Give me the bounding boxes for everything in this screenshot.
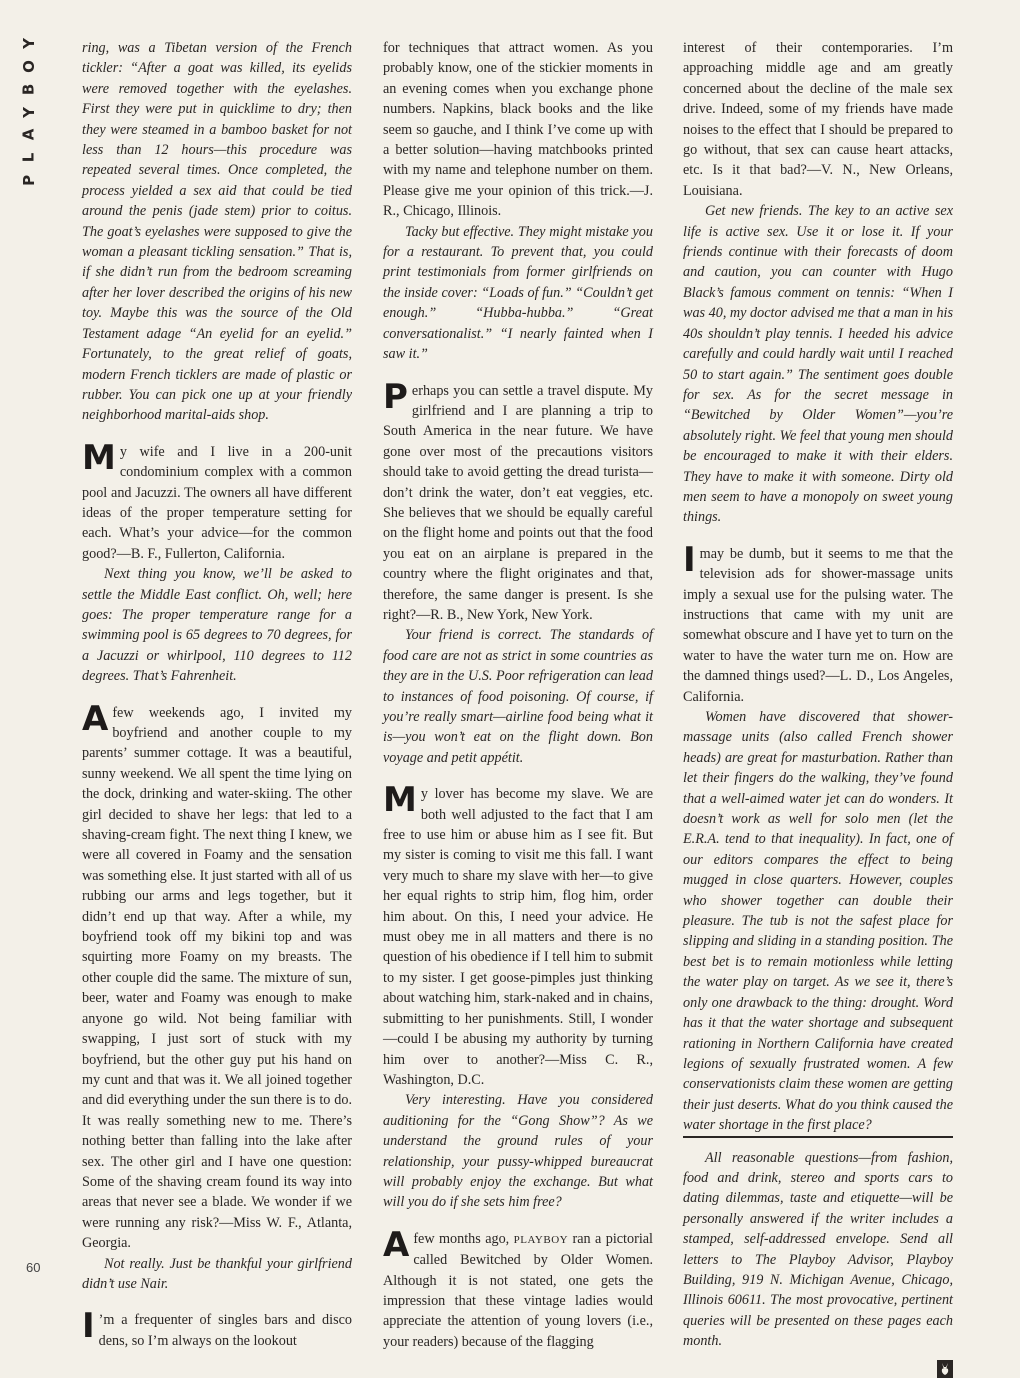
advisor-submission-note: All reasonable questions—from fashion, food and drink, stereo and sports cars to dating dilemmas, taste and etiquette—will be personally answered if the writer includes a stamped, self-addressed envelope. Send all letters to The Playboy Advisor, Playboy Building, 919 N. Michigan Avenue, Chicago, Illinois 60611. The most provocative, pertinent queries will be presented on these pages each month.: [683, 1136, 953, 1352]
answer: Very interesting. Have you considered auditioning for the “Gong Show”? As we understand the ground rules of your relationship, your pussy-whipped bureaucrat will probably enjoy the exchange. But what will you do if she sets him free?: [383, 1092, 653, 1211]
drop-cap: M: [383, 780, 417, 821]
playboy-vertical-logo: [20, 32, 46, 192]
letter-pool-temperature: [82, 437, 352, 687]
column-2: [383, 38, 653, 1350]
question: I may be dumb, but it seems to me that the television ads for shower-massage units imply a sexual use for the pulsing water. The instructions that came with my unit are somewhat obscure and I have yet to turn on the water to have the water turn me on. How are the damned things used?—L. D., Los Angeles, California.: [683, 539, 953, 705]
page-number: 60: [26, 1260, 41, 1275]
logo-letter: P: [19, 175, 38, 187]
letter-older-women: [383, 1224, 653, 1352]
answer: Women have discovered that shower-massage units (also called French shower heads) are great for masturbation. Rather than let their fingers do the walking, they’ve found that a well-aimed water jet can do wonders. It doesn’t work as well for solo men (let the E.R.A. tend to that inequality). In fact, one of our editors compares the effect to being mugged in close quarters. However, couples who shower together can double their pleasure. The tub is not the safest place for slipping and sliding in a standing position. The best bet is to remain motionless while letting the water play on target. As we see it, there’s only one drawback to the thing: drought. Word has it that the water shortage and subsequent rationing in Northern California have created legions of sexually frustrated women. A few conservationists claim these women are getting their just deserts. What do you think caused the water shortage in the first place?: [683, 709, 953, 1134]
answer: Next thing you know, we’ll be asked to settle the Middle East conflict. Oh, well; here goes: The proper temperature range for a swimming pool is 65 degrees to 70 degrees, for a Jacuzzi or whirlpool, 110 degrees to 112 degrees. That’s Fahrenheit.: [82, 566, 352, 685]
answer-continued: ring, was a Tibetan version of the French tickler: “After a goat was killed, its eyelids were removed together with the eyelashes. First they were put in quicklime to dry; then they were steamed in a bamboo basket for not less than 12 hours—this procedure was repeated several times. Once completed, the process yielded a sex aid that could be tied around the penis (jade stem) prior to coitus. The goat’s eyelashes were supposed to give the woman a pleasant tickling sensation.” That is, if she didn’t run from the bedroom screaming after her lover described the origins of his new toy. Maybe this was the source of the Old Testament adage “An eyelid for an eyelid.” Fortunately, to the great relief of goats, modern French ticklers are made of plastic or rubber. You can pick one up at your friendly neighborhood marital-aids shop.: [82, 40, 352, 424]
letter-lover-slave: [383, 780, 653, 1213]
logo-letter: B: [19, 83, 38, 95]
question-continued: interest of their contemporaries. I’m approaching middle age and am greatly concerned about the decline of the male sex drive. Indeed, some of my friends have made noises to the effect that I should be prepared to go without, that sex can cause heart attacks, etc. Is it that bad?—V. N., New Orleans, Louisiana.: [683, 40, 953, 199]
answer: Tacky but effective. They might mistake you for a restaurant. To prevent that, you could print testimonials from former girlfriends on the inside cover: “Loads of fun.” “Couldn’t get enough.” “Hubba-hubba.” “Great conversationalist.” “I nearly fainted when I saw it.”: [383, 223, 653, 363]
magazine-name: PLAYBOY: [513, 1233, 569, 1246]
question-continued: for techniques that attract women. As you probably know, one of the stickier moments in an evening comes when you exchange phone numbers. Napkins, black books and the like seem so gauche, and I think I’ve come up with a better solution—having matchbooks printed with my name and telephone number on them. Please give me your opinion of this trick.—J. R., Chicago, Illinois.: [383, 40, 653, 220]
letter-shower-massage: [683, 539, 953, 1136]
logo-letter: Y: [19, 37, 38, 49]
drop-cap: A: [383, 1224, 410, 1265]
drop-cap: P: [383, 376, 408, 417]
column-3: [683, 38, 953, 1350]
drop-cap: I: [683, 539, 696, 580]
logo-letter: A: [19, 129, 38, 141]
question: My wife and I live in a 200-unit condominium complex with a common pool and Jacuzzi. The owners all have different ideas of the proper temperature setting for each. What’s your advice—for the common good?—B. F., Fullerton, California.: [82, 437, 352, 562]
letter-singles-bars: [82, 1306, 352, 1351]
logo-letter: L: [19, 152, 38, 163]
answer: Your friend is correct. The standards of food care are not as strict in some countries as they are in the U.S. Poor refrigeration can lead to instances of food poisoning. Of course, if you’re really smart—airline food being what it is—you won’t eat on the flight down. Bon voyage and petit appétit.: [383, 627, 653, 766]
question: Perhaps you can settle a travel dispute. My girlfriend and I are planning a trip to South America in the near future. We have gone over most of the precautions visitors should take to avoid getting the dread turista—don’t drink the water, don’t eat veggies, etc. She believes that we should be equally careful on the flight home and points out that the food you eat on an airplane is prepared in the country where the flight originates and that, therefore, the same danger is present. Is she right?—R. B., New York, New York.: [383, 376, 653, 623]
answer: Get new friends. The key to an active sex life is active sex. Use it or lose it. If your friends continue with their forecasts of doom and caution, you can counter with Hugo Black’s famous comment on tennis: “When I was 40, my doctor advised me that a man in his 40s shouldn’t play tennis. I heeded his advice carefully and could hardly wait until I reached 50 to start again.” The sentiment goes double for sex. As for the secret message in “Bewitched by Older Women”—you’re absolutely right. We feel that young men should be encouraged to make it with their elders. They have to make it with someone. Dirty old men seem to have a monopoly on sweet young things.: [683, 203, 953, 526]
drop-cap: M: [82, 437, 116, 478]
drop-cap: A: [82, 698, 109, 739]
letter-travel-dispute: [383, 376, 653, 769]
question: My lover has become my slave. We are both well adjusted to the fact that I am free to use him or abuse him as I see fit. But my sister is coming to visit me this fall. I want very much to share my slave with her—to give her equal rights to strip him, flog him, order him about. On this, I need your advice. He must obey me in all matters and there is no question of his obedience if I tell him to submit to my sister. I get goose-pimples just thinking about watching him, stark-naked and in chains, submitting to her punishments. Still, I wonder—could I be abusing my authority by turning him over to another?—Miss C. R., Washington, D.C.: [383, 780, 653, 1088]
logo-letter: Y: [19, 106, 38, 118]
question: A few months ago, PLAYBOY ran a pictorial called Bewitched by Older Women. Although it is not stated, one gets the impression that these vintage ladies would appreciate the attention of young lovers (i.e., your readers) because of the flagging: [383, 1224, 653, 1350]
question: I ’m a frequenter of singles bars and disco dens, so I’m always on the lookout: [82, 1306, 352, 1349]
column-1: [82, 38, 352, 1349]
letter-shaving-cream: [82, 698, 352, 1295]
answer: Not really. Just be thankful your girlfriend didn’t use Nair.: [82, 1255, 352, 1292]
end-mark: [683, 1360, 953, 1378]
drop-cap: I: [82, 1306, 95, 1347]
logo-letter: O: [19, 59, 38, 73]
question: A few weekends ago, I invited my boyfriend and another couple to my parents’ summer cottage. It was a beautiful, sunny weekend. We all spent the time lying on the dock, drinking and water-skiing. The other girl decided to shave her legs: that led to a shaving-cream fight. The next thing I knew, we were all covered in Foamy and the sensation was something else. It just started with all of us rubbing our arms and legs together, but it didn’t end up that way. After a while, my boyfriend took off my bikini top and was squirting more Foamy on my breasts. The other couple did the same. The mixture of sun, beer, water and Foamy was enough to make anyone go wild. Not being familiar with swapping, I just sort of stuck with my boyfriend, but the other guy put his hand on my cunt and that was it. We all joined together and did everything under the sun there is to do. It was really something new to me. There’s nothing better than falling into the lake after sex. The other girl and I have one question: Some of the shaving cream found its way into areas that never see a blade. We wonder if we were running any risk?—Miss W. F., Atlanta, Georgia.: [82, 698, 352, 1252]
rabbit-head-icon: [937, 1360, 953, 1378]
